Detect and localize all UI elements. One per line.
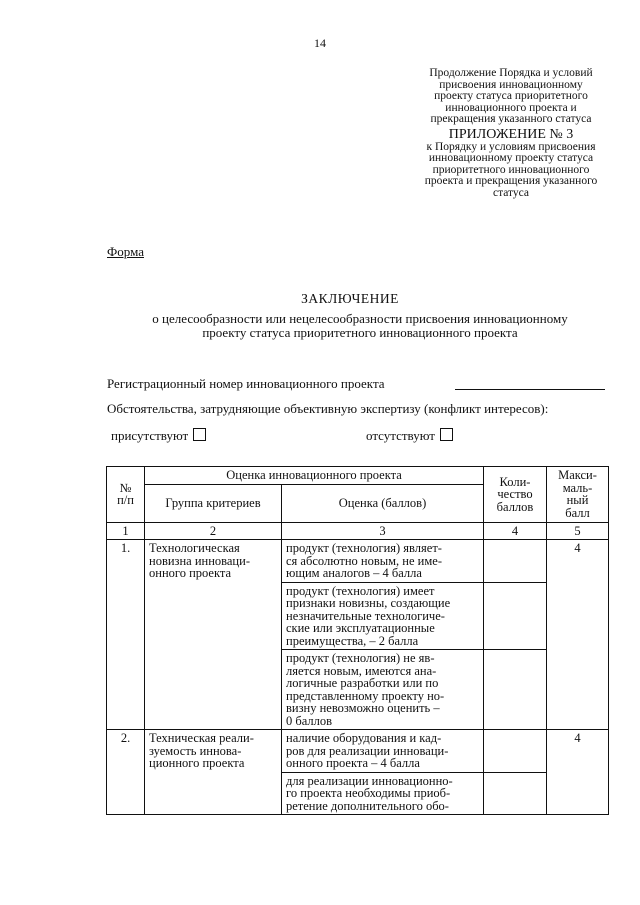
header-text: баллов — [496, 499, 534, 514]
option-present-label: присутствуют — [111, 428, 189, 443]
header-text: маль- — [562, 480, 593, 495]
option-absent[interactable] — [366, 428, 453, 444]
criteria-text: новизна инноваци- — [149, 553, 250, 568]
header-text: балл — [565, 505, 590, 520]
reference-line: приоритетного инновационного — [432, 163, 590, 176]
header-line: присвоения инновационному — [439, 78, 583, 91]
column-number: 5 — [547, 522, 609, 540]
count-cell[interactable] — [484, 650, 547, 730]
header-line: инновационного проекта и — [445, 101, 577, 114]
score-text: ляется новым, имеются ана- — [286, 663, 437, 678]
header-line: проекту статуса приоритетного — [434, 90, 588, 102]
checkbox-present[interactable] — [193, 428, 206, 441]
continuation-header — [408, 68, 614, 199]
header-score: Оценка (баллов) — [282, 484, 484, 522]
form-label: Форма — [107, 244, 144, 259]
page-number: 14 — [314, 36, 326, 50]
score-text: наличие оборудования и кад- — [286, 731, 442, 745]
criteria-text: Технологическая — [149, 541, 240, 555]
score-text: продукт (технология) не яв- — [286, 651, 435, 665]
criteria-group — [145, 730, 282, 815]
reference-line: проекта и прекращения указанного — [424, 175, 598, 187]
header-count — [484, 467, 547, 523]
header-text: Коли- — [499, 474, 531, 489]
count-cell[interactable] — [484, 582, 547, 650]
header-text: Макси- — [558, 468, 597, 483]
score-text: логичные разработки или по — [286, 676, 439, 690]
criteria-text: зуемость иннова- — [149, 743, 242, 758]
column-number: 1 — [107, 522, 145, 540]
score-option — [282, 582, 484, 650]
score-text: представленному проекту но- — [286, 688, 445, 703]
score-text: признаки новизны, создающие — [286, 596, 451, 610]
header-text: чество — [497, 487, 533, 501]
row-number: 2. — [107, 730, 145, 815]
header-text: № — [119, 480, 132, 495]
score-text: продукт (технология) являет- — [286, 541, 442, 555]
score-text: ские или эксплуатационные — [286, 621, 435, 635]
score-text: преимущества, – 2 балла — [286, 633, 419, 648]
criteria-text: ционного проекта — [149, 756, 245, 770]
score-text: го проекта необходимы приоб- — [286, 786, 451, 800]
max-score: 4 — [547, 540, 609, 730]
criteria-text: Техническая реали- — [149, 731, 254, 745]
header-group: Группа критериев — [145, 484, 282, 522]
score-option — [282, 540, 484, 583]
reference-line: к Порядку и условиям присвоения — [426, 140, 596, 153]
subtitle-line: проекту статуса приоритетного инновационного проекта — [202, 325, 518, 340]
header-line: прекращения указанного статуса — [430, 113, 592, 125]
header-number — [107, 467, 145, 523]
circumstances-label: Обстоятельства, затрудняющие объективную экспертизу (конфликт интересов): — [107, 401, 549, 416]
header-evaluation: Оценка инновационного проекта — [145, 467, 484, 485]
header-max — [547, 467, 609, 523]
score-option — [282, 730, 484, 773]
score-option — [282, 772, 484, 815]
column-number: 2 — [145, 522, 282, 540]
option-absent-label: отсутствуют — [366, 428, 435, 443]
score-text: незначительные технологиче- — [286, 608, 445, 623]
score-text: 0 баллов — [286, 713, 333, 728]
score-text: продукт (технология) имеет — [286, 583, 435, 598]
count-cell[interactable] — [484, 772, 547, 815]
score-text: визну невозможно оценить – — [286, 701, 440, 715]
checkbox-absent[interactable] — [440, 428, 453, 441]
criteria-text: онного проекта — [149, 566, 232, 580]
header-line: Продолжение Порядка и условий — [429, 67, 593, 79]
reg-number-label: Регистрационный номер инновационного проекта — [107, 376, 385, 391]
score-text: ретение дополнительного обо- — [286, 798, 449, 813]
score-text: ющим аналогов – 4 балла — [286, 566, 422, 580]
row-number: 1. — [107, 540, 145, 730]
evaluation-table — [106, 466, 609, 815]
column-number: 4 — [484, 522, 547, 540]
max-score: 4 — [547, 730, 609, 815]
option-present[interactable] — [111, 428, 206, 444]
score-text: ся абсолютно новым, не име- — [286, 553, 442, 568]
header-text: п/п — [117, 493, 134, 508]
score-text: ров для реализации инноваци- — [286, 743, 449, 758]
count-cell[interactable] — [484, 730, 547, 773]
column-number: 3 — [282, 522, 484, 540]
header-text: ный — [566, 493, 589, 508]
reg-number-field[interactable] — [455, 389, 605, 390]
appendix-label: ПРИЛОЖЕНИЕ № 3 — [448, 126, 574, 142]
score-option — [282, 650, 484, 730]
subtitle-line: о целесообразности или нецелесообразности присвоения инновационному — [152, 311, 568, 326]
criteria-group — [145, 540, 282, 730]
document-subtitle — [105, 312, 615, 340]
count-cell[interactable] — [484, 540, 547, 583]
document-title: ЗАКЛЮЧЕНИЕ — [301, 291, 399, 306]
score-text: онного проекта – 4 балла — [286, 756, 420, 770]
reference-line: инновационному проекту статуса — [428, 152, 594, 164]
reference-line: статуса — [492, 186, 530, 199]
score-text: для реализации инновационно- — [286, 773, 453, 788]
